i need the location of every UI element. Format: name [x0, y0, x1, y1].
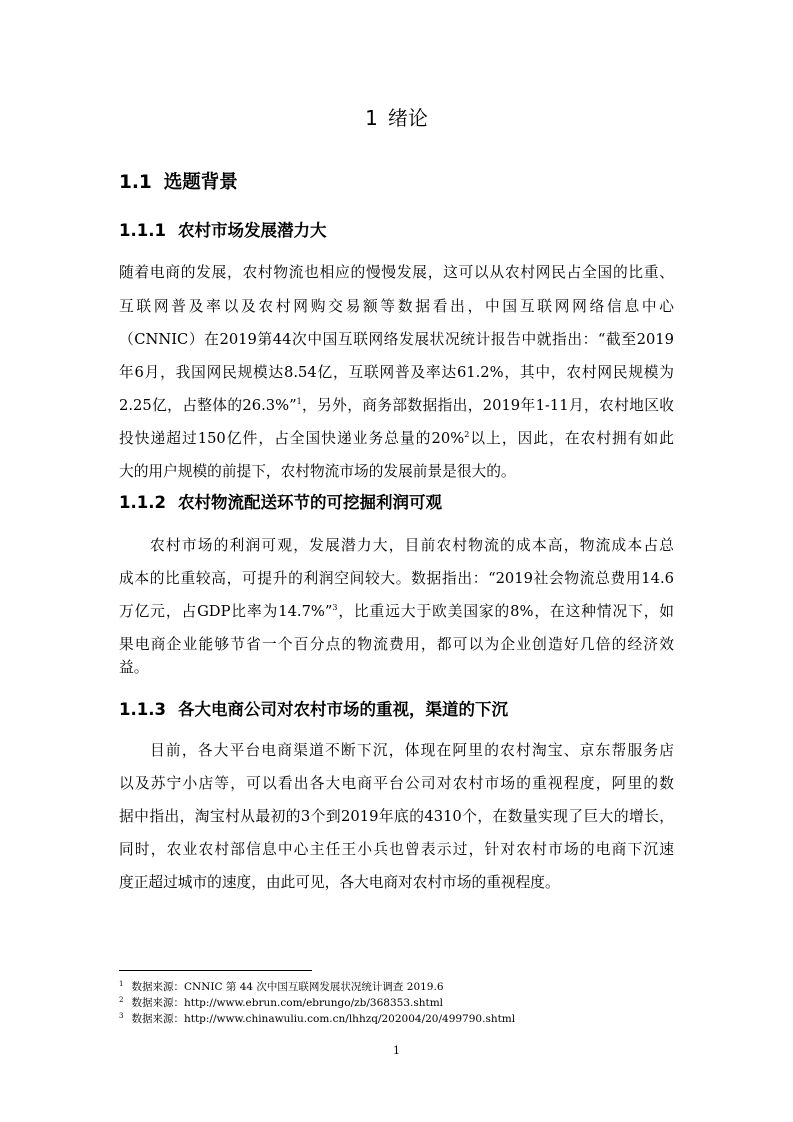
paragraph-line: 以及苏宁小店等，可以看出各大电商平台公司对农村市场的重视程度，阿里的数 [119, 775, 674, 792]
paragraph-line: 随着电商的发展，农村物流也相应的慢慢发展，这可以从农村网民占全国的比重、 [119, 264, 674, 281]
paragraph-line: 大的用户规模的前提下，农村物流市场的发展前景是很大的。 [119, 463, 516, 480]
section-title: 选题背景 [163, 172, 238, 193]
subsection-title: 农村市场发展潜力大 [177, 221, 327, 240]
footnote-separator [119, 970, 312, 971]
paragraph-line [119, 602, 674, 622]
footnote-ref-1: 1 [296, 397, 302, 407]
line-segment: ，另外，商务部数据指出，2019年1-11月，农村地区收 [301, 397, 674, 414]
line-segment: 投快递超过150亿件，占全国快递业务总量的20% [119, 430, 465, 447]
subsection-title: 农村物流配送环节的可挖掘利润可观 [177, 493, 442, 512]
footnote-mark: 2 [119, 995, 124, 1004]
subsection-title: 各大电商公司对农村市场的重视，渠道的下沉 [177, 700, 508, 719]
paragraph-line: （CNNIC）在2019第44次中国互联网络发展状况统计报告中就指出：“截至2019 [119, 331, 674, 348]
line-segment: 万亿元，占GDP比率为14.7%” [119, 603, 333, 620]
subsection-number: 1.1.1 [119, 221, 166, 240]
section-heading [119, 171, 238, 195]
footnote-2 [119, 996, 443, 1010]
chapter-title-text: 绪论 [387, 106, 428, 130]
paragraph-line [119, 429, 674, 449]
chapter-title [0, 104, 793, 132]
footnote-mark: 1 [119, 979, 124, 988]
chapter-number: 1 [365, 106, 378, 130]
paragraph-line: 益。 [119, 659, 149, 676]
paragraph-line: 互联网普及率以及农村网购交易额等数据看出，中国互联网网络信息中心 [119, 298, 674, 315]
line-segment: 2.25亿，占整体的26.3%” [119, 397, 297, 414]
paragraph-line: 度正超过城市的速度，由此可见，各大电商对农村市场的重视程度。 [119, 874, 560, 891]
footnote-text: 数据来源：http://www.ebrun.com/ebrungo/zb/368353.shtml [131, 997, 444, 1009]
subsection-heading-1 [119, 220, 326, 242]
line-segment: 以上，因此，在农村拥有如此 [469, 430, 674, 447]
footnote-ref-3: 3 [332, 603, 338, 613]
footnote-text: 数据来源：CNNIC 第 44 次中国互联网发展状况统计调查 2019.6 [131, 981, 444, 993]
footnote-text: 数据来源：http://www.chinawuliu.com.cn/lhhzq/202004/20/499790.shtml [131, 1013, 516, 1025]
subsection-number: 1.1.2 [119, 493, 166, 512]
footnote-ref-2: 2 [464, 430, 470, 440]
paragraph-line: 据中指出，淘宝村从最初的3个到2019年底的4310个，在数量实现了巨大的增长， [119, 808, 674, 825]
paragraph-line: 年6月，我国网民规模达8.54亿，互联网普及率达61.2%，其中，农村网民规模为 [119, 364, 674, 381]
footnote-mark: 3 [119, 1011, 124, 1020]
footnote-1 [119, 980, 444, 994]
subsection-heading-2 [119, 492, 442, 514]
line-segment: ，比重远大于欧美国家的8%，在这种情况下，如 [337, 603, 674, 620]
paragraph-line: 同时，农业农村部信息中心主任王小兵也曾表示过，针对农村市场的电商下沉速 [119, 841, 674, 858]
paragraph-line: 农村市场的利润可观，发展潜力大，目前农村物流的成本高，物流成本占总 [150, 537, 674, 554]
section-number: 1.1 [119, 172, 152, 193]
footnote-3 [119, 1012, 515, 1026]
paragraph-line: 成本的比重较高，可提升的利润空间较大。数据指出：“2019社会物流总费用14.6 [119, 570, 674, 587]
paragraph-line: 果电商企业能够节省一个百分点的物流费用，都可以为企业创造好几倍的经济效 [119, 636, 674, 653]
subsection-heading-3 [119, 699, 508, 721]
paragraph-line [119, 396, 674, 416]
paragraph-line: 目前，各大平台电商渠道不断下沉，体现在阿里的农村淘宝、京东帮服务店 [150, 742, 674, 759]
subsection-number: 1.1.3 [119, 700, 166, 719]
page-number: 1 [393, 1044, 400, 1057]
